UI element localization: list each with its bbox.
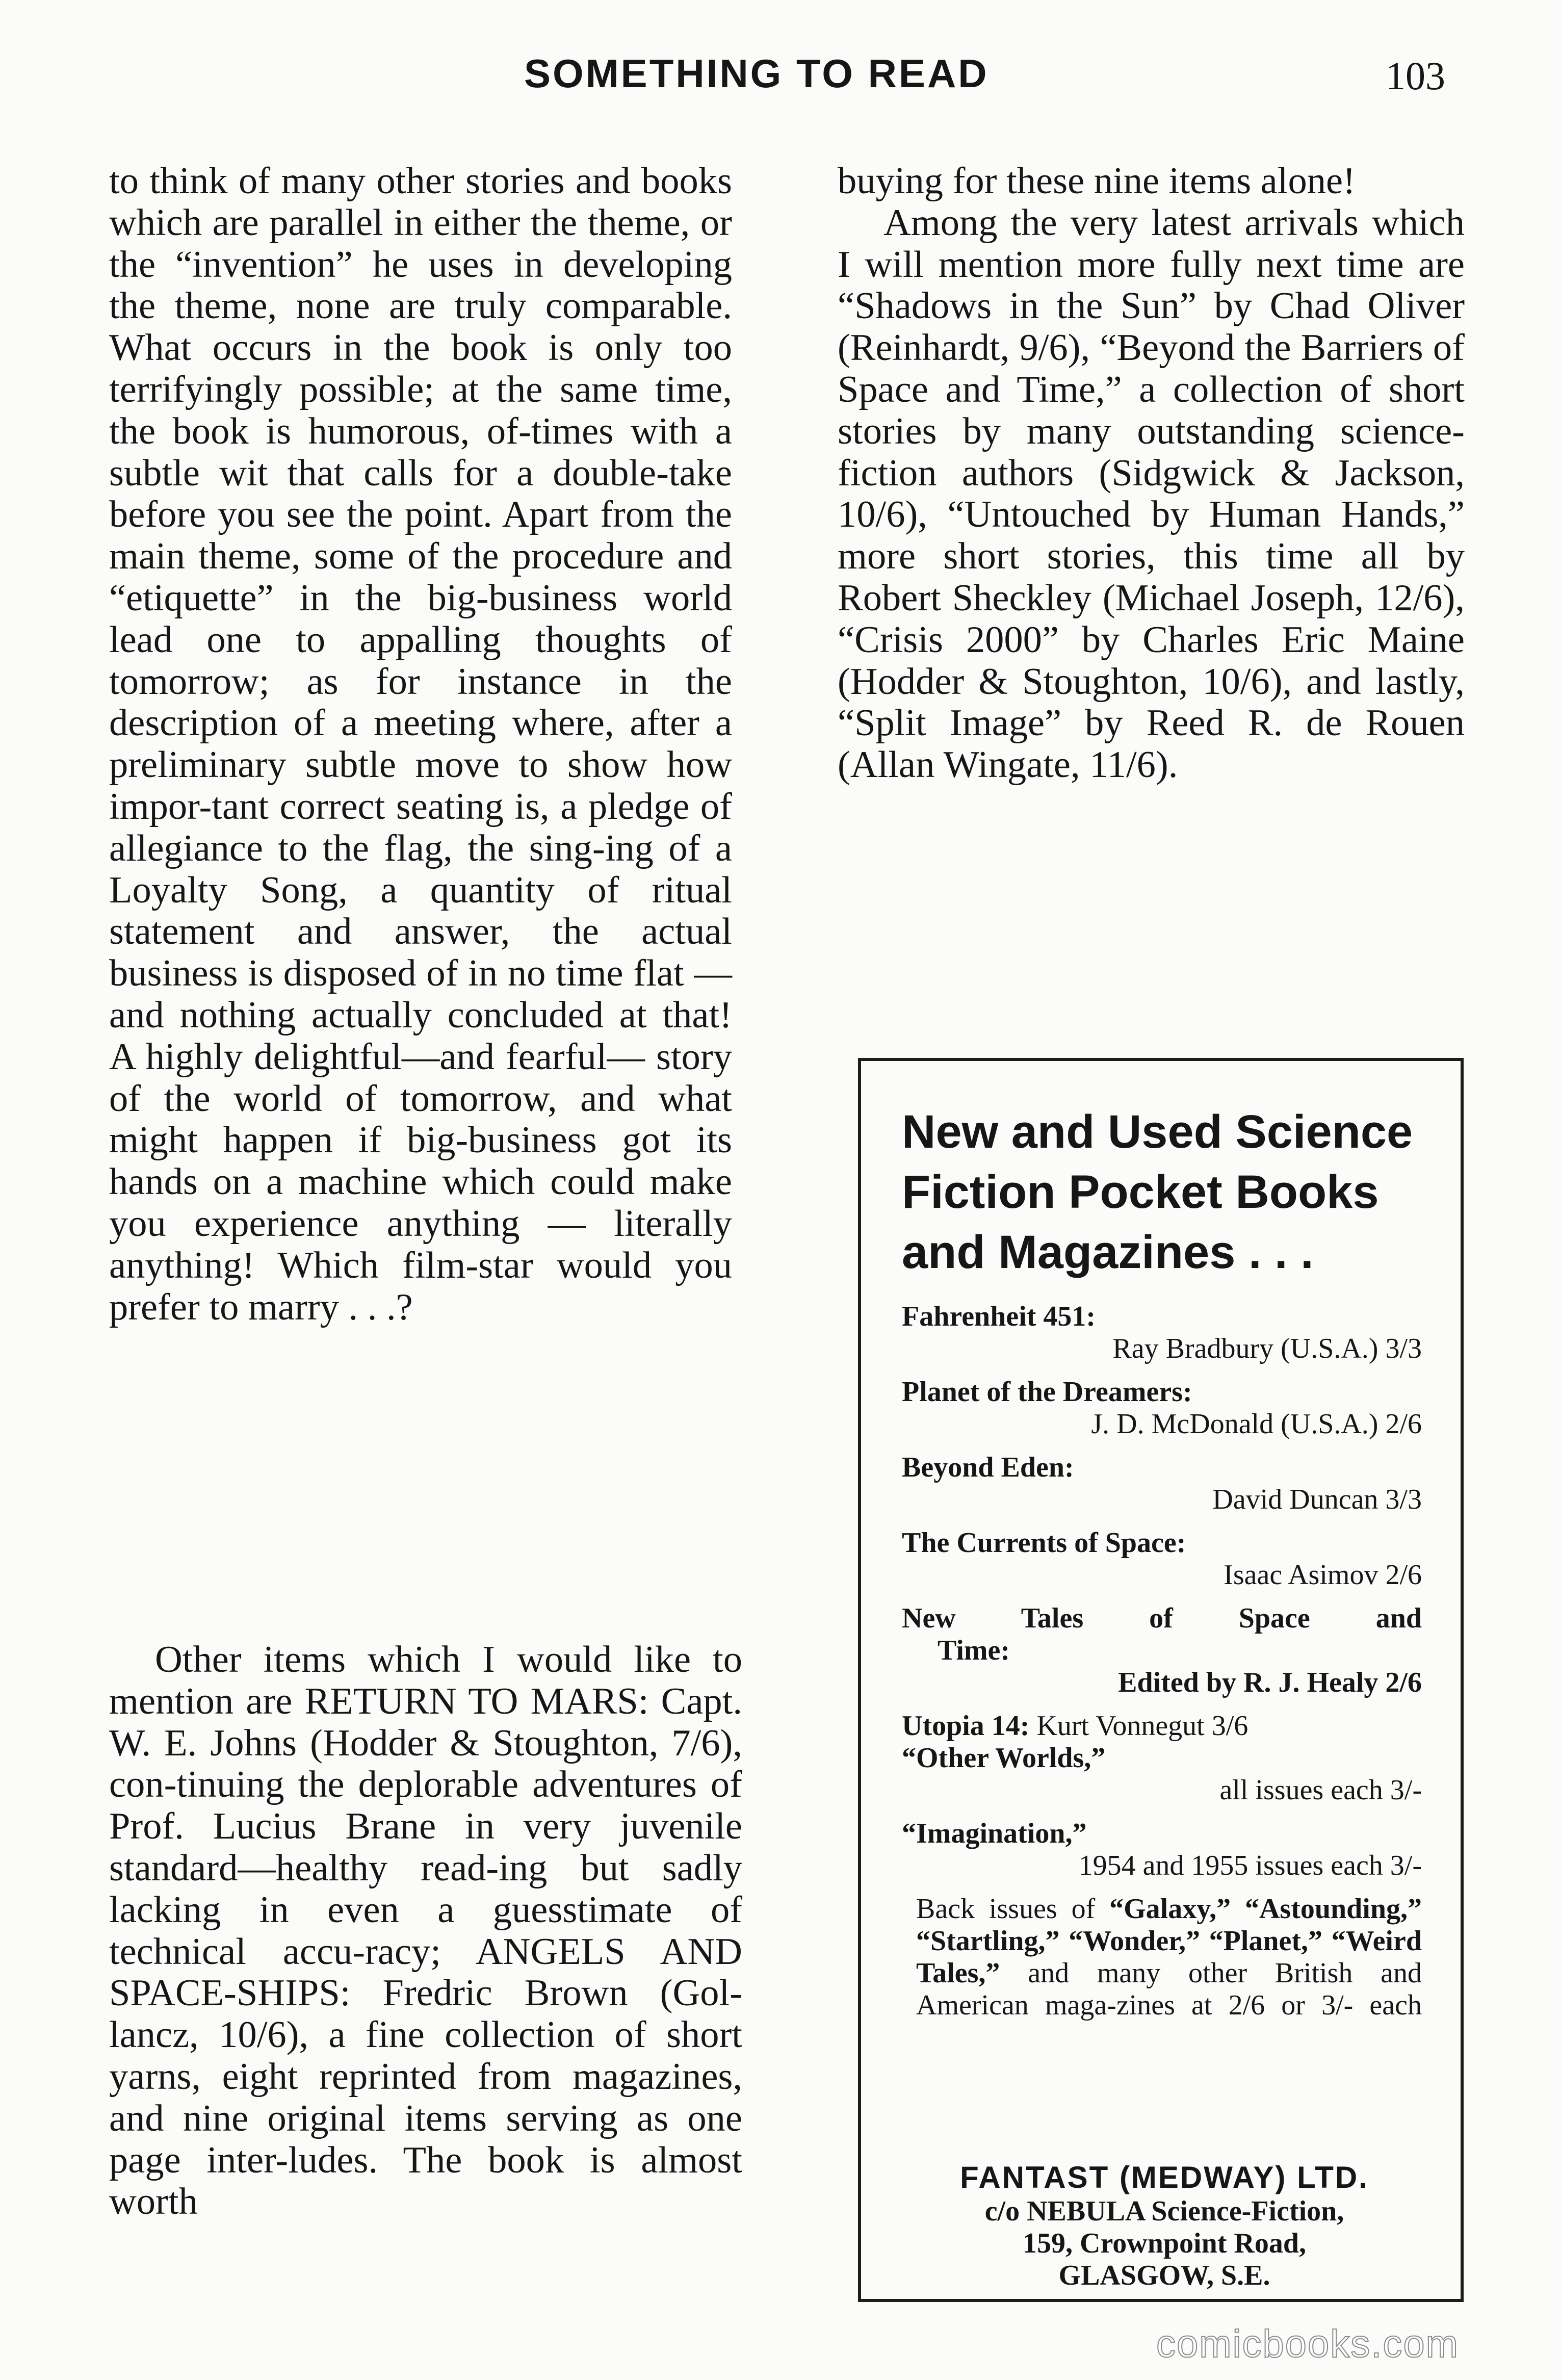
ad-headline: New and Used Science Fiction Pocket Books and Magazines . . . — [902, 1106, 1413, 1278]
book-title: New Tales of Space and — [902, 1602, 1422, 1634]
right-column — [838, 161, 1465, 786]
book-title: Beyond Eden: — [902, 1452, 1074, 1483]
book-detail: Isaac Asimov 2/6 — [1224, 1559, 1422, 1591]
list-item — [902, 1452, 1422, 1516]
ad-book-list — [902, 1301, 1422, 2022]
book-detail: Edited by R. J. Healy 2/6 — [1118, 1667, 1422, 1698]
magazine-detail: 1954 and 1955 issues each 3/- — [1078, 1850, 1422, 1881]
running-header: SOMETHING TO READ — [524, 51, 989, 96]
magazine-detail: all issues each 3/- — [1219, 1774, 1422, 1806]
back-issues-tail: and many other British and American maga-zines at 2/6 or 3/- each — [916, 1957, 1422, 2021]
page-number: 103 — [1386, 54, 1445, 98]
body-paragraph: Other items which I would like to mention are RETURN TO MARS: Capt. W. E. Johns (Hodder & Stoughton, 7/6), con-tinuing the deplorable adventures of Prof. Lucius Brane in very juvenile standard—healthy read-ing but sadly lacking in even a guesstimate of technical accu-racy; ANGELS AND SPACE-SHIPS: Fredric Brown (Gol-lancz, 10/6), a fine collection of short yarns, eight reprinted from magazines, and nine original items serving as one page inter-ludes. The book is almost worth — [109, 1639, 742, 2223]
back-issues-note — [902, 1893, 1422, 2022]
book-title: Utopia 14: — [902, 1710, 1030, 1742]
list-item — [902, 1602, 1422, 1699]
magazine-title: “Other Worlds,” — [902, 1742, 1106, 1774]
magazine-title: “Imagination,” — [902, 1818, 1087, 1849]
book-detail: Ray Bradbury (U.S.A.) 3/3 — [1112, 1333, 1422, 1364]
left-column-bottom — [109, 1639, 742, 2223]
body-paragraph: to think of many other stories and books which are parallel in either the theme, or the “invention” he uses in developing the theme, none are truly comparable. What occurs in the book is only too terrifyingly possible; at the same time, the book is humorous, of-times with a subtle wit that calls for a double-take before you see the point. Apart from the main theme, some of the procedure and “etiquette” in the big-business world lead one to appalling thoughts of tomorrow; as for instance in the description of a meeting where, after a preliminary subtle move to show how impor-tant correct seating is, a pledge of allegiance to the flag, the sing-ing of a Loyalty Song, a quantity of ritual statement and answer, the actual business is disposed of in no time flat — and nothing actually concluded at that! A highly delightful—and fearful— story of the world of tomorrow, and what might happen if big-business got its hands on a machine which could make you experience anything — literally anything! Which film-star would you prefer to marry . . .? — [109, 160, 732, 1328]
back-issues-intro: Back issues of — [916, 1893, 1096, 1925]
list-item — [902, 1710, 1422, 1742]
back-issues-titles: “Galaxy,” “Astounding,” “Startling,” “Wonder,” “Planet,” “Weird Tales,” — [916, 1893, 1422, 1989]
list-item — [902, 1742, 1422, 1806]
company-name: FANTAST (MEDWAY) LTD. — [960, 2160, 1369, 2194]
ad-footer — [902, 2160, 1427, 2292]
list-item — [902, 1527, 1422, 1591]
watermark: comicbooks.com — [1156, 2322, 1459, 2366]
list-item — [902, 1376, 1422, 1440]
address-line: GLASGOW, S.E. — [1058, 2260, 1270, 2291]
body-paragraph: buying for these nine items alone! — [838, 160, 1356, 202]
book-title: The Currents of Space: — [902, 1527, 1186, 1559]
left-column-top — [109, 161, 732, 1328]
book-detail: David Duncan 3/3 — [1212, 1484, 1422, 1515]
book-detail: J. D. McDonald (U.S.A.) 2/6 — [1091, 1408, 1422, 1440]
list-item — [902, 1301, 1422, 1365]
book-title: Fahrenheit 451: — [902, 1301, 1096, 1332]
book-detail: Kurt Vonnegut 3/6 — [1036, 1710, 1248, 1742]
advertisement-box — [858, 1058, 1464, 2302]
body-paragraph: Among the very latest arrivals which I will mention more fully next time are “Shadows in the Sun” by Chad Oliver (Reinhardt, 9/6), “Beyond the Barriers of Space and Time,” a collection of short stories by many outstanding science-fiction authors (Sidgwick & Jackson, 10/6), “Untouched by Human Hands,” more short stories, this time all by Robert Sheckley (Michael Joseph, 12/6), “Crisis 2000” by Charles Eric Maine (Hodder & Stoughton, 10/6), and lastly, “Split Image” by Reed R. de Rouen (Allan Wingate, 11/6). — [838, 201, 1465, 786]
address-line: 159, Crownpoint Road, — [1023, 2228, 1306, 2259]
book-title-continued: Time: — [938, 1635, 1010, 1666]
address-line: c/o NEBULA Science-Fiction, — [984, 2195, 1344, 2227]
book-title: Planet of the Dreamers: — [902, 1376, 1192, 1408]
list-item — [902, 1818, 1422, 1882]
